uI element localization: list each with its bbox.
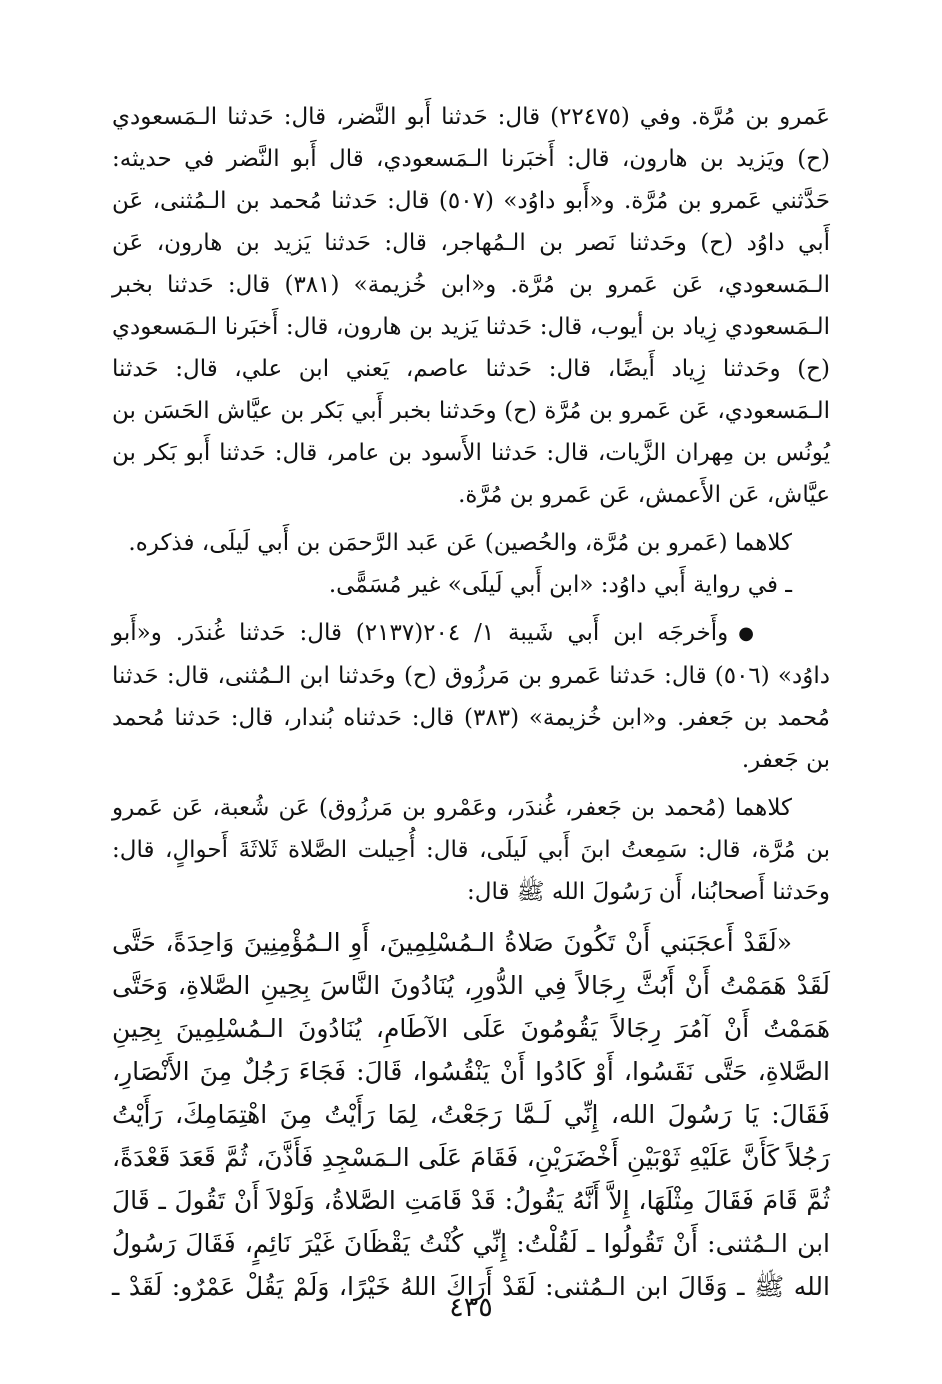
bullet-icon: ● bbox=[738, 623, 754, 644]
paragraph-both-narrators: كلاهما (عَمرو بن مُرَّة، والحُصين) عَن عَبد الرَّحمَن بن أَبي لَيلَى، فذكره. bbox=[128, 530, 792, 556]
paragraph-isnad-chain: عَمرو بن مُرَّة. وفي (٢٢٤٧٥) قال: حَدثنا أَبو النَّضر، قال: حَدثنا الـمَسعودي (ح) ويَزيد بن هارون، قال: أَخبَرنا الـمَسعودي، قال أَبو النَّضر في حديثه: حَدَّثني عَمرو بن مُرَّة. و«أَبو داوُد» (٥٠٧) قال: حَدثنا مُحمد بن الـمُثنى، عَن أَبي داوُد (ح) وحَدثنا نَصر بن الـمُهاجر، قال: حَدثنا يَزيد بن هارون، عَن الـمَسعودي، عَن عَمرو بن مُرَّة. و«ابن خُزيمة» (٣٨١) قال: حَدثنا بخبر الـمَسعودي زِياد بن أيوب، قال: حَدثنا يَزيد بن هارون، قال: أَخبَرنا الـمَسعودي (ح) وحَدثنا زِياد أَيضًا، قال: حَدثنا عاصم، يَعني ابن علي، قال: حَدثنا الـمَسعودي، عَن عَمرو بن مُرَّة (ح) وحَدثنا بخبر أَبي بَكر بن عيَّاش الحَسَن بن يُونُس بن مِهران الزَّيات، قال: حَدثنا الأَسود بن عامر، قال: حَدثنا أَبو بَكر بن عيَّاش، عَن الأَعمش، عَن عَمرو بن مُرَّة. bbox=[112, 104, 830, 508]
page-number: ٤٣٥ bbox=[449, 1292, 493, 1323]
paragraph-ibn-abi-shaybah bbox=[112, 612, 830, 781]
paragraph-hadith-text: «لَقَدْ أَعجَبَني أَنْ تَكُونَ صَلاةُ الـمُسْلِمِينَ، أَوِ الـمُؤْمِنِينَ وَاحِدَةً، حَتَّى لَقَدْ هَمَمْتُ أَنْ أَبُثَّ رِجَالاً فِي الدُّورِ، يُنَادُونَ النَّاسَ بِحِينِ الصَّلاةِ، وَحَتَّى هَمَمْتُ أَنْ آمُرَ رِجَالاً يَقُومُونَ عَلَى الآطَامِ، يُنَادُونَ الـمُسْلِمِينَ بِحِينِ الصَّلاةِ، حَتَّى نَقَسُوا، أَوْ كَادُوا أَنْ يَنْقُسُوا، قَالَ: فَجَاءَ رَجُلٌ مِنَ الأَنْصَارِ، فَقَالَ: يَا رَسُولَ الله، إِنِّي لَـمَّا رَجَعْتُ، لِمَا رَأَيْتُ مِنَ اهْتِمَامِكَ، رَأَيْتُ رَجُلاً كَأَنَّ عَلَيْهِ ثَوْبَيْنِ أَخْضَرَيْنِ، فَقَامَ عَلَى الـمَسْجِدِ فَأَذَّنَ، ثُمَّ قَعَدَ قَعْدَةً، ثُمَّ قَامَ فَقَالَ مِثْلَهَا، إِلاَّ أَنَّهُ يَقُولُ: قَدْ قَامَتِ الصَّلاةُ، وَلَوْلاَ أَنْ تَقُولَ ـ قَالَ ابن الـمُثنى: أَنْ تَقُولُوا ـ لَقُلْتُ: إِنِّي كُنْتُ يَقْظَانَ غَيْرَ نَائِمٍ، فَقَالَ رَسُولُ الله ﷺ ـ وَقَالَ ابن الـمُثنى: لَقَدْ أَرَاكَ اللهُ خَيْرًا، وَلَمْ يَقُلْ عَمْرٌو: لَقَدْ ـ bbox=[112, 928, 830, 1301]
page-body bbox=[112, 96, 830, 1308]
paragraph-ibn-abi-shaybah-text: وأَخرجَه ابن أَبي شَيبة ١/ ٢٠٤(٢١٣٧) قال: حَدثنا غُندَر. و«أَبو داوُد» (٥٠٦) قال: حَدثنا عَمرو بن مَرزُوق (ح) وحَدثنا ابن الـمُثنى، قال: حَدثنا مُحمد بن جَعفر. و«ابن خُزيمة» (٣٨٣) قال: حَدثناه بُندار، قال: حَدثنا مُحمد بن جَعفر. bbox=[112, 620, 830, 773]
paragraph-abu-dawud-note: ـ في رواية أَبي داوُد: «ابن أَبي لَيلَى» غير مُسَمًّى. bbox=[328, 572, 792, 598]
paragraph-shubah-chain: كلاهما (مُحمد بن جَعفر، غُندَر، وعَمْرو بن مَرزُوق) عَن شُعبة، عَن عَمرو بن مُرَّة، قال: سَمِعتُ ابنَ أَبي لَيلَى، قال: أُحِيلت الصَّلاة ثَلاثَةَ أَحوالٍ، قال: وحَدثنا أَصحابُنا، أَن رَسُولَ الله ﷺ قال: bbox=[112, 795, 830, 905]
